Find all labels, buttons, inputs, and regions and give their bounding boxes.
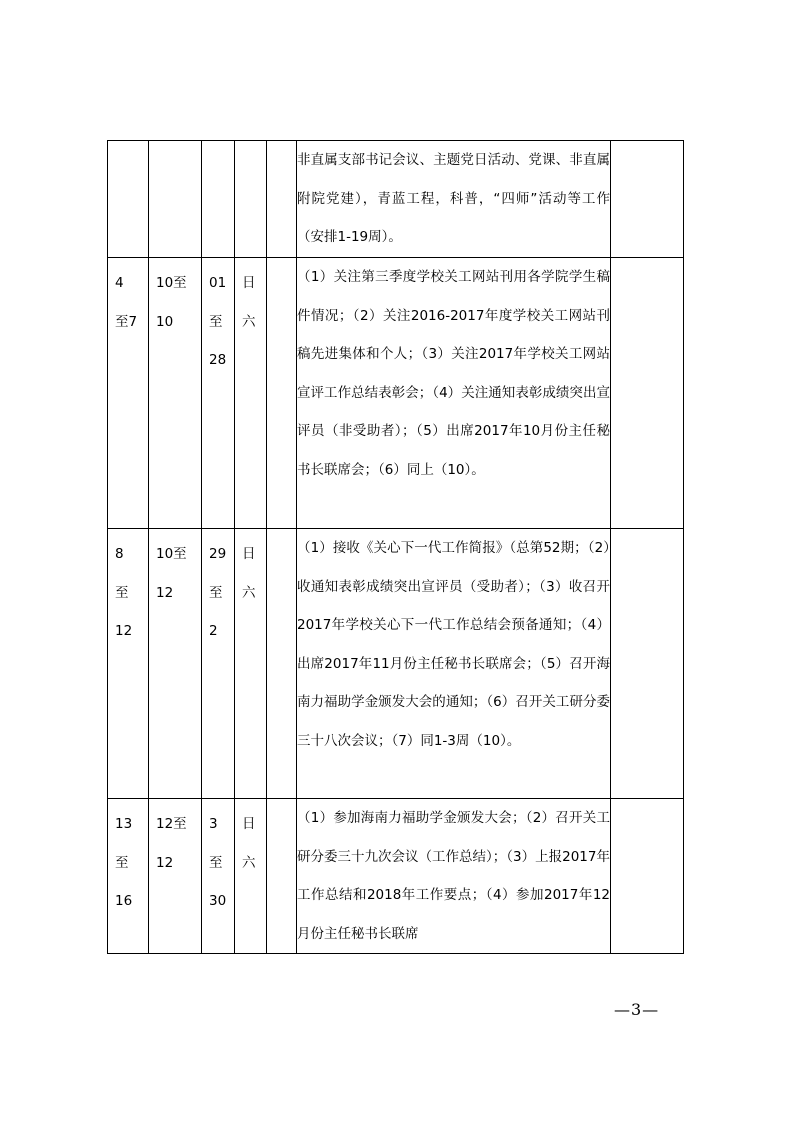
table-row bbox=[108, 799, 684, 954]
day-cell bbox=[235, 141, 267, 258]
month-cell: 12至 12 bbox=[149, 799, 202, 954]
blank-cell bbox=[267, 799, 297, 954]
week-cell bbox=[108, 141, 149, 258]
content-cell: 非直属支部书记会议、主题党日活动、党课、非直属附院党建），青蓝工程，科普，“四师”活动等工作（安排1-19周）。 bbox=[297, 141, 611, 258]
blank-cell bbox=[267, 141, 297, 258]
week-cell: 13 至 16 bbox=[108, 799, 149, 954]
month-cell: 10至 10 bbox=[149, 258, 202, 529]
schedule-table bbox=[107, 140, 684, 954]
remark-cell bbox=[611, 258, 684, 529]
day-cell: 日 六 bbox=[235, 529, 267, 799]
content-cell: （1）关注第三季度学校关工网站刊用各学院学生稿件情况；（2）关注2016-2017年度学校关工网站刊稿先进集体和个人；（3）关注2017年学校关工网站宣评工作总结表彰会；（4）关注通知表彰成绩突出宣评员（非受助者）；（5）出席2017年10月份主任秘书长联席会；（6）同上（10）。 bbox=[297, 258, 611, 529]
table-row bbox=[108, 258, 684, 529]
month-cell bbox=[149, 141, 202, 258]
date-cell: 29 至 2 bbox=[202, 529, 235, 799]
day-cell: 日 六 bbox=[235, 258, 267, 529]
table-row bbox=[108, 529, 684, 799]
content-cell: （1）参加海南力福助学金颁发大会；（2）召开关工研分委三十九次会议（工作总结）；（3）上报2017年工作总结和2018年工作要点；（4）参加2017年12月份主任秘书长联席 bbox=[297, 799, 611, 954]
week-cell: 4 至7 bbox=[108, 258, 149, 529]
remark-cell bbox=[611, 141, 684, 258]
blank-cell bbox=[267, 529, 297, 799]
month-cell: 10至 12 bbox=[149, 529, 202, 799]
week-cell: 8 至 12 bbox=[108, 529, 149, 799]
date-cell: 01 至 28 bbox=[202, 258, 235, 529]
page-number: —3— bbox=[614, 1000, 660, 1019]
day-cell: 日 六 bbox=[235, 799, 267, 954]
content-cell: （1）接收《关心下一代工作简报》（总第52期；（2）收通知表彰成绩突出宣评员（受助者）；（3）收召开2017年学校关心下一代工作总结会预备通知；（4）出席2017年11月份主任秘书长联席会；（5）召开海南力福助学金颁发大会的通知；（6）召开关工研分委三十八次会议；（7）同1-3周（10）。 bbox=[297, 529, 611, 799]
blank-cell bbox=[267, 258, 297, 529]
date-cell: 3 至 30 bbox=[202, 799, 235, 954]
remark-cell bbox=[611, 799, 684, 954]
date-cell bbox=[202, 141, 235, 258]
table-row bbox=[108, 141, 684, 258]
remark-cell bbox=[611, 529, 684, 799]
